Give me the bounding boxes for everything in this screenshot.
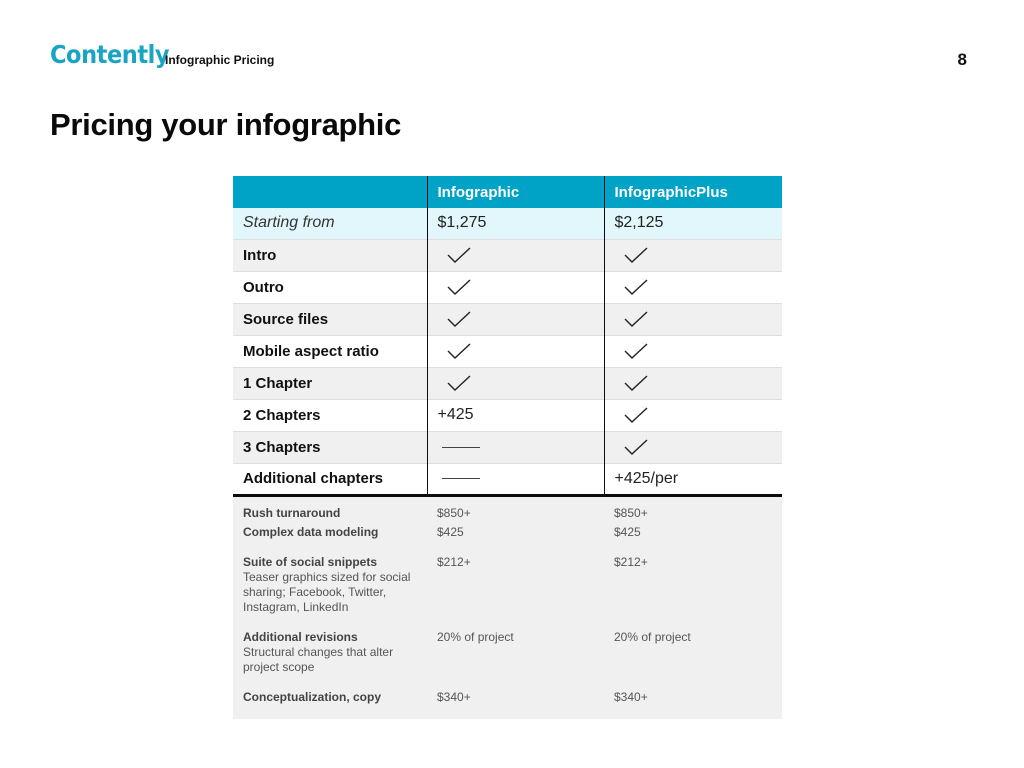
table-header-row [233,176,782,208]
check-icon [615,406,783,424]
pricing-table [233,176,782,719]
dash-icon [442,478,480,479]
addon-label: Complex data modeling [243,525,379,539]
addon-row [233,630,782,690]
addon-row [233,525,782,555]
header-infographicplus: InfographicPlus [604,176,782,208]
infographicplus-cell [604,399,782,431]
addon-label-cell [233,525,427,555]
infographic-cell: +425 [427,399,604,431]
feature-label: Additional chapters [233,463,427,495]
addon-label: Suite of social snippets [243,555,378,569]
addon-label-cell [233,690,427,719]
addon-label-cell [233,495,427,525]
addon-row [233,495,782,525]
check-icon [438,342,604,360]
addon-price-infographicplus: 20% of project [604,630,782,690]
feature-label: Outro [233,271,427,303]
addon-price-infographic: 20% of project [427,630,604,690]
check-icon [438,310,604,328]
check-icon [615,246,783,264]
feature-label: Mobile aspect ratio [233,335,427,367]
infographicplus-cell [604,367,782,399]
dash-icon [442,447,480,448]
feature-label: 2 Chapters [233,399,427,431]
addon-price-infographicplus: $425 [604,525,782,555]
addon-price-infographic: $425 [427,525,604,555]
check-icon [615,342,783,360]
addon-price-infographicplus: $340+ [604,690,782,719]
addon-description: Teaser graphics sized for social sharing; Facebook, Twitter, Instagram, LinkedIn [243,570,411,614]
infographicplus-cell [604,271,782,303]
feature-row [233,239,782,271]
addon-label-cell [233,630,427,690]
addon-label: Rush turnaround [243,505,341,520]
starting-from-row [233,208,782,239]
infographic-cell [427,303,604,335]
check-icon [438,374,604,392]
addon-label: Conceptualization, copy [243,690,382,704]
feature-row [233,271,782,303]
feature-row [233,431,782,463]
check-icon [615,310,783,328]
starting-price-infographicplus: $2,125 [604,208,782,239]
infographic-cell [427,463,604,495]
feature-row [233,463,782,495]
infographicplus-cell: +425/per [604,463,782,495]
addon-price-infographic: $340+ [427,690,604,719]
addon-price-infographicplus: $212+ [604,555,782,630]
header-empty [233,176,427,208]
infographic-cell [427,431,604,463]
contently-logo: Contently [50,40,170,69]
addon-price-infographic: $850+ [427,495,604,525]
infographicplus-cell [604,239,782,271]
feature-label: Source files [233,303,427,335]
feature-label: 1 Chapter [233,367,427,399]
infographic-cell [427,367,604,399]
starting-price-infographic: $1,275 [427,208,604,239]
infographicplus-cell [604,335,782,367]
starting-from-label: Starting from [233,208,427,239]
feature-row [233,399,782,431]
infographicplus-cell [604,431,782,463]
feature-row [233,367,782,399]
page-title: Pricing your infographic [50,107,402,142]
infographicplus-cell [604,303,782,335]
addon-label: Additional revisions [243,630,358,644]
feature-label: Intro [233,239,427,271]
page-number: 8 [957,50,967,69]
check-icon [615,278,783,296]
infographic-cell [427,271,604,303]
check-icon [615,374,783,392]
addon-row [233,555,782,630]
feature-label: 3 Chapters [233,431,427,463]
infographic-cell [427,239,604,271]
feature-row [233,335,782,367]
addon-label-cell [233,555,427,630]
addon-description: Structural changes that alter project scope [243,645,394,674]
section-label: Infographic Pricing [165,53,275,67]
addon-price-infographic: $212+ [427,555,604,630]
feature-row [233,303,782,335]
check-icon [438,246,604,264]
check-icon [438,278,604,296]
infographic-cell [427,335,604,367]
header-infographic: Infographic [427,176,604,208]
check-icon [615,438,783,456]
addon-price-infographicplus: $850+ [604,495,782,525]
addon-row [233,690,782,719]
